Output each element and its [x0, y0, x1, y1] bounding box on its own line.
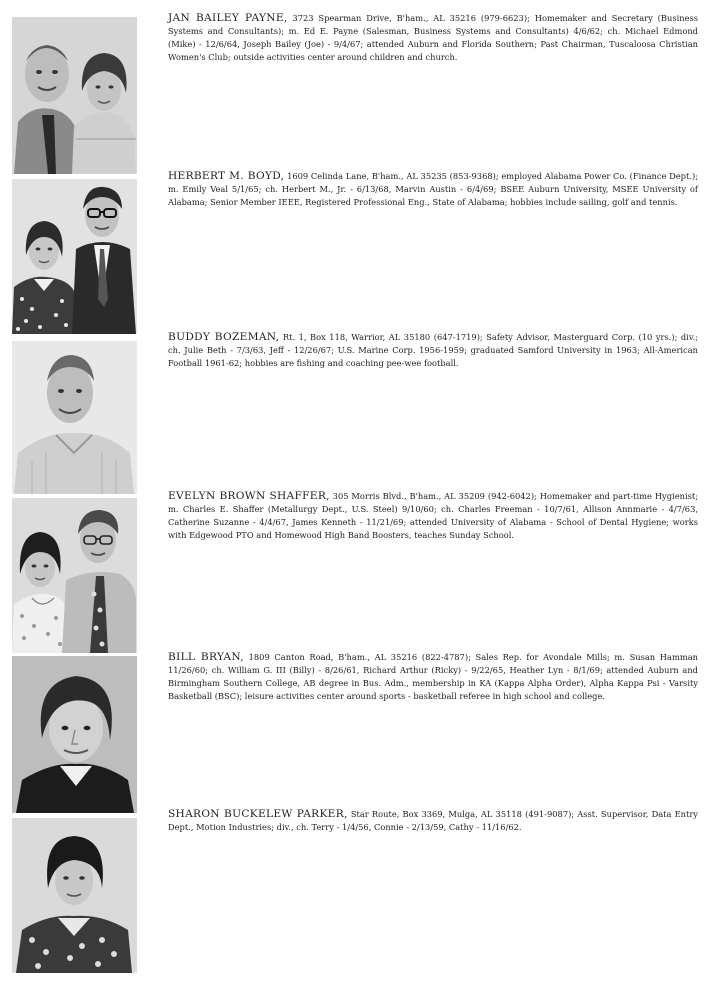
entry-jan-bailey-payne: [168, 12, 698, 64]
entry-buddy-bozeman: [168, 331, 698, 370]
entry-herbert-m-boyd: [168, 170, 698, 209]
photo-evelyn-brown-shaffer: [12, 498, 137, 653]
photo-bill-bryan: [12, 656, 137, 813]
entry-name: BILL BRYAN,: [168, 651, 244, 663]
entry-details: 1609 Celinda Lane, B'ham., AL 35235 (853-9368); employed Alabama Power Co. (Finance Dept.); m. Emily Veal 5/1/65; ch. Herbert M., Jr. - 6/13/68, Marvin Austin - 6/4/69; BSEE Auburn University, MSEE University of Alabama; Senior Member IEEE, Registered Professional Eng., State of Alabama; hobbies include sailing, golf and tennis.: [168, 171, 698, 208]
photo-sharon-buckelew-parker: [12, 818, 137, 973]
entry-evelyn-brown-shaffer: [168, 490, 698, 542]
entry-name: SHARON BUCKELEW PARKER,: [168, 808, 348, 820]
photo-buddy-bozeman: [12, 341, 137, 494]
entry-name: JAN BAILEY PAYNE,: [168, 12, 288, 24]
photo-jan-bailey-payne: [12, 17, 137, 174]
entry-details: Star Route, Box 3369, Mulga, AL 35118 (491-9087); Asst. Supervisor, Data Entry Dept., Motion Industries; div., ch. Terry - 1/4/56, Connie - 2/13/59, Cathy - 11/16/62.: [168, 809, 698, 833]
entry-bill-bryan: [168, 651, 698, 703]
entry-details: Rt. 1, Box 118, Warrior, AL 35180 (647-1719); Safety Advisor, Masterguard Corp. (10 yrs.); div.; ch. Julie Beth - 7/3/63, Jeff - 12/26/67; U.S. Marine Corp. 1956-1959; graduated Samford University in 1963; All-American Football 1961-62; hobbies are fishing and coaching pee-wee football.: [168, 332, 699, 369]
entry-details: 1809 Canton Road, B'ham., AL 35216 (822-4787); Sales Rep. for Avondale Mills; m. Susan Hamman 11/26/60; ch. William G. III (Billy) - 8/26/61, Richard Arthur (Ricky) - 9/22/65, Heather Lyn - 8/1/69; attended Auburn and Birmingham Southern College, AB degree in Bus. Adm., membership in KA (Kappa Alpha Order), Alpha Kappa Psi - Varsity Basketball (BSC); leisure activities center around sports - basketball referee in high school and college.: [168, 652, 699, 702]
photo-herbert-m-boyd: [12, 179, 137, 334]
entry-name: EVELYN BROWN SHAFFER,: [168, 490, 330, 502]
entry-details: 3723 Spearman Drive, B'ham., AL 35216 (979-6623); Homemaker and Secretary (Business Systems and Consultants); m. Ed E. Payne (Salesman, Business Systems and Consultants) 4/6/62; ch. Michael Edmond (Mike) - 12/6/64, Joseph Bailey (Joe) - 9/4/67; attended Auburn and Florida Southern; Past Chairman, Tuscaloosa Christian Women's Club; outside activities center around children and church.: [168, 13, 699, 63]
entry-name: BUDDY BOZEMAN,: [168, 331, 280, 343]
entry-name: HERBERT M. BOYD,: [168, 170, 285, 182]
entry-sharon-buckelew-parker: [168, 808, 698, 834]
entry-details: 305 Morris Blvd., B'ham., AL 35209 (942-6042); Homemaker and part-time Hygienist; m. Charles E. Shaffer (Metallurgy Dept., U.S. Steel) 9/10/60; ch. Charles Freeman - 10/7/61, Allison Annmarie - 4/7/63, Catherine Suzanne - 4/4/67, James Kenneth - 11/21/69; attended University of Alabama - School of Dental Hygiene; works with Edgewood PTO and Homewood High Band Boosters, teaches Sunday School.: [168, 491, 698, 541]
